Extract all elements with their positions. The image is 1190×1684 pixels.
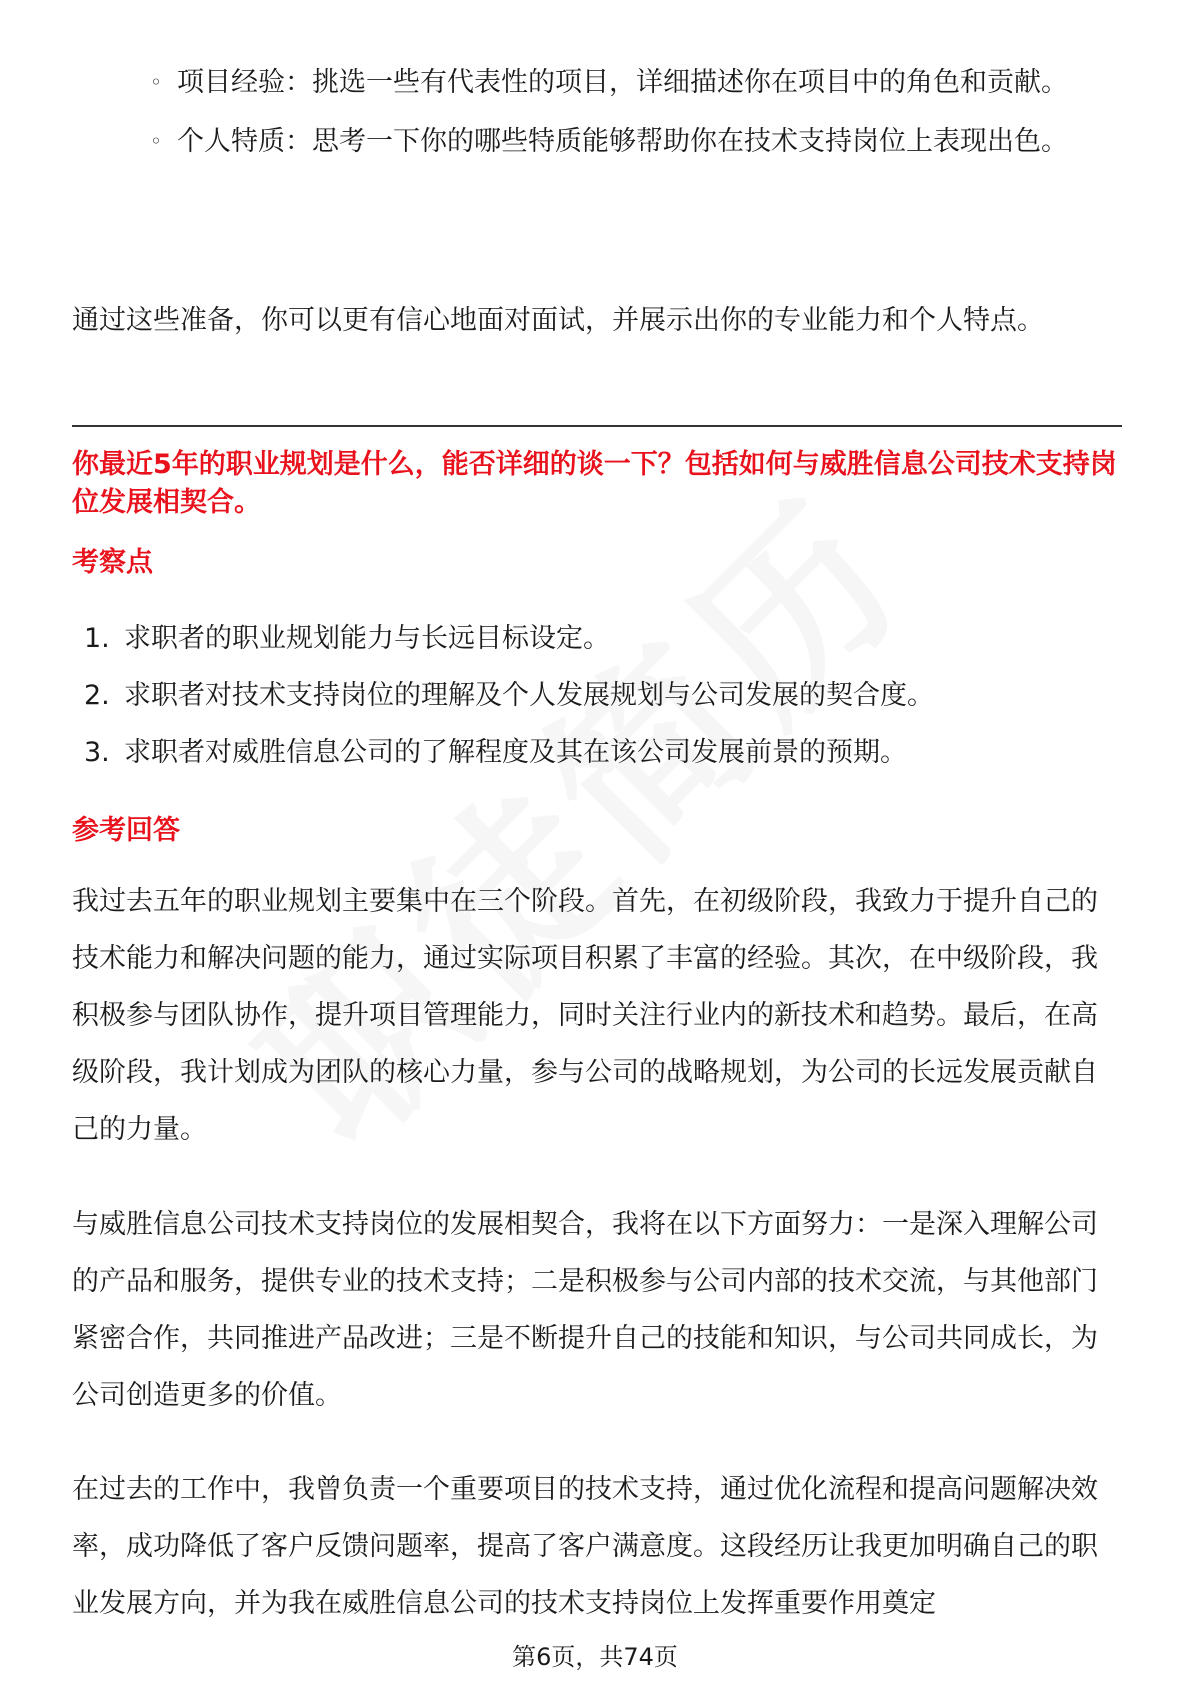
list-item: [70, 54, 1130, 111]
item-number: 2.: [84, 680, 110, 711]
bullet-marker: ◦: [150, 70, 162, 94]
section-divider: [72, 425, 1122, 427]
question-heading: 你最近5年的职业规划是什么，能否详细的谈一下？包括如何与威胜信息公司技术支持岗位发展相契合。: [72, 449, 1117, 518]
bullet-text: 个人特质：思考一下你的哪些特质能够帮助你在技术支持岗位上表现出色。: [177, 126, 1068, 157]
item-text: 求职者对技术支持岗位的理解及个人发展规划与公司发展的契合度。: [124, 680, 934, 711]
answer-label: 参考回答: [72, 815, 180, 846]
assessment-list: [84, 610, 1124, 781]
item-text: 求职者的职业规划能力与长远目标设定。: [124, 623, 610, 654]
answer-paragraph: 在过去的工作中，我曾负责一个重要项目的技术支持，通过优化流程和提高问题解决效率，成功降低了客户反馈问题率，提高了客户满意度。这段经历让我更加明确自己的职业发展方向，并为我在威胜信息公司的技术支持岗位上发挥重要作用奠定: [72, 1474, 1098, 1619]
item-number: 1.: [84, 623, 110, 654]
page-footer: 第6页，共74页: [512, 1643, 678, 1671]
item-number: 3.: [84, 737, 110, 768]
answer-paragraph: 我过去五年的职业规划主要集中在三个阶段。首先，在初级阶段，我致力于提升自己的技术能力和解决问题的能力，通过实际项目积累了丰富的经验。其次，在中级阶段，我积极参与团队协作，提升项目管理能力，同时关注行业内的新技术和趋势。最后，在高级阶段，我计划成为团队的核心力量，参与公司的战略规划，为公司的长远发展贡献自己的力量。: [72, 886, 1098, 1145]
item-text: 求职者对威胜信息公司的了解程度及其在该公司发展前景的预期。: [124, 737, 907, 768]
bullet-marker: ◦: [150, 129, 162, 153]
list-item: [84, 667, 1124, 724]
answer-paragraph: 与威胜信息公司技术支持岗位的发展相契合，我将在以下方面努力：一是深入理解公司的产品和服务，提供专业的技术支持；二是积极参与公司内部的技术交流，与其他部门紧密合作，共同推进产品改进；三是不断提升自己的技能和知识，与公司共同成长，为公司创造更多的价值。: [72, 1209, 1098, 1411]
assessment-label: 考察点: [72, 547, 153, 578]
bullet-list: [70, 54, 1130, 172]
intro-conclusion: 通过这些准备，你可以更有信心地面对面试，并展示出你的专业能力和个人特点。: [72, 305, 1044, 336]
list-item: [84, 724, 1124, 781]
list-item: [70, 113, 1130, 170]
bullet-text: 项目经验：挑选一些有代表性的项目，详细描述你在项目中的角色和贡献。: [177, 67, 1068, 98]
list-item: [84, 610, 1124, 667]
